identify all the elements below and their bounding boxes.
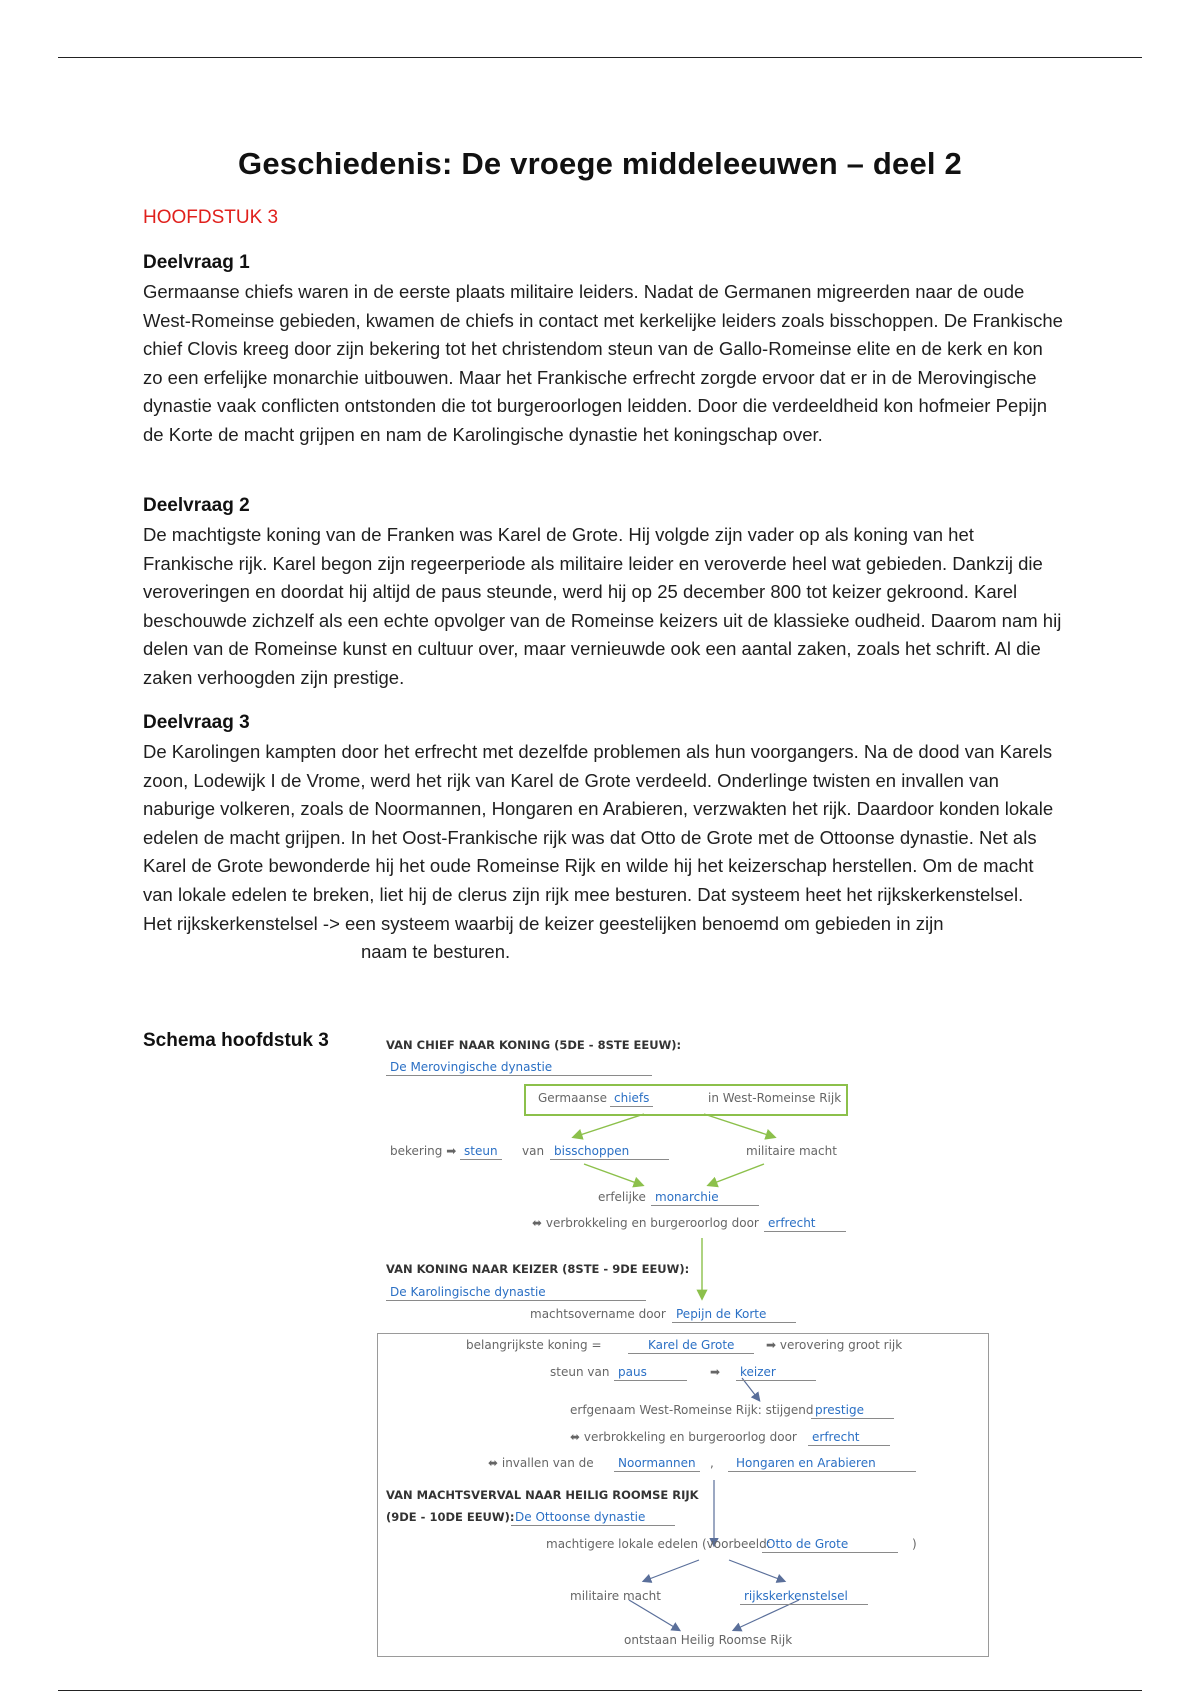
fill-hongaren: Hongaren en Arabieren (728, 1456, 916, 1472)
box-text-pre: Germaanse (538, 1091, 608, 1105)
machtigere-label: machtigere lokale edelen (voorbeeld: (546, 1537, 771, 1551)
top-rule (58, 57, 1142, 58)
bekering-label: bekering ➡ (390, 1144, 457, 1158)
fill-monarchie: monarchie (651, 1190, 759, 1206)
definition-term: Het rijkskerkenstelsel -> een systeem waarbij de keizer geestelijken benoemd om gebieden in zijn (143, 912, 944, 934)
militaire-macht-label: militaire macht (746, 1144, 837, 1158)
fill-pepijn: Pepijn de Korte (672, 1307, 796, 1323)
section-deelvraag-3 (143, 712, 1063, 967)
erfelijke-label: erfelijke (598, 1190, 646, 1204)
definition-continuation: naam te besturen. (361, 941, 511, 963)
verbrokkeling-label-2: ⬌ verbrokkeling en burgeroorlog door (570, 1430, 797, 1444)
fill-otto: Otto de Grote (762, 1537, 898, 1553)
section-text: Germaanse chiefs waren in de eerste plaats militaire leiders. Nadat de Germanen migreerden naar de oude West-Romeinse gebieden, kwamen de chiefs in contact met kerkelijke leiders zoals bisschoppen. De Frankische chief Clovis kreeg door zijn bekering tot het christendom steun van de Gallo-Romeinse elite en de kerk en kon zo een erfelijke monarchie uitbouwen. Maar het Frankische erfrecht zorgde ervoor dat er in de Merovingische dynastie vaak conflicten ontstonden die tot burgeroorlogen leidden. Door die verdeeldheid kon hofmeier Pepijn de Korte de macht grijpen en nam de Karolingische dynastie het koningschap over. (143, 281, 1063, 445)
schema-heading-3a: VAN MACHTSVERVAL NAAR HEILIG ROOMSE RIJK (386, 1488, 699, 1502)
section-text: De Karolingen kampten door het erfrecht met dezelfde problemen als hun voorgangers. Na de dood van Karels zoon, Lodewijk I de Vrome, werd het rijk van Karel de Grote verdeeld. Onderlinge twisten en invallen van naburige volkeren, zoals de Noormannen, Hongaren en Arabieren, verzwakten het rijk. Daardoor konden lokale edelen de macht grijpen. In het Oost-Frankische rijk was dat Otto de Grote met de Ottoonse dynastie. Net als Karel de Grote bewonderde hij het oude Romeinse Rijk en wilde hij het keizerschap herstellen. Om de macht van lokale edelen te breken, liet hij de clerus zijn rijk mee besturen. Dat systeem heet het rijkskerkenstelsel. (143, 741, 1054, 905)
arrow (704, 1114, 774, 1137)
comma-label: , (710, 1456, 714, 1470)
section-deelvraag-2 (143, 495, 1063, 693)
verovering-label: ➡ verovering groot rijk (766, 1338, 903, 1352)
dynasty-label-2: De Karolingische dynastie (386, 1285, 646, 1301)
fill-erfrecht-1: erfrecht (764, 1216, 846, 1232)
schema-label: Schema hoofdstuk 3 (143, 1030, 329, 1051)
steun-van-label: steun van (550, 1365, 610, 1379)
militaire-macht-label-2: militaire macht (570, 1589, 661, 1603)
section-text: De machtigste koning van de Franken was Karel de Grote. Hij volgde zijn vader op als koning van het Frankische rijk. Karel begon zijn regeerperiode als militaire leider en veroverde heel wat gebieden. Dankzij die veroveringen en doordat hij altijd de paus steunde, werd hij op 25 december 800 tot keizer gekroond. Karel beschouwde zichzelf als een echte opvolger van de Romeinse keizers uit de klassieke oudheid. Daarom nam hij delen van de Romeinse kunst en cultuur over, maar vernieuwde ook een aantal zaken, zoals het schrift. Al die zaken verhoogden zijn prestige. (143, 524, 1062, 688)
machtsovername-label: machtsovername door (530, 1307, 666, 1321)
fill-prestige: prestige (811, 1403, 894, 1419)
arrow (584, 1164, 642, 1185)
section-deelvraag-1 (143, 252, 1063, 450)
fill-erfrecht-2: erfrecht (808, 1430, 890, 1446)
definition (143, 910, 1063, 967)
fill-bisschoppen: bisschoppen (550, 1144, 669, 1160)
fill-rijkskerkenstelsel: rijkskerkenstelsel (740, 1589, 868, 1605)
fill-steun: steun (460, 1144, 502, 1160)
bottom-rule (58, 1690, 1142, 1691)
arrow (574, 1114, 644, 1137)
invallen-label: ⬌ invallen van de (488, 1456, 594, 1470)
fill-karel: Karel de Grote (628, 1338, 754, 1354)
section-heading: Deelvraag 1 (143, 252, 250, 273)
erfgenaam-label: erfgenaam West-Romeinse Rijk: stijgend (570, 1403, 814, 1417)
van-label: van (522, 1144, 545, 1158)
dynasty-label-1: De Merovingische dynastie (386, 1060, 652, 1076)
verbrokkeling-label-1: ⬌ verbrokkeling en burgeroorlog door (532, 1216, 759, 1230)
chapter-heading: HOOFDSTUK 3 (143, 207, 279, 228)
page-title: Geschiedenis: De vroege middeleeuwen – deel 2 (238, 146, 962, 181)
schema-heading-1: VAN CHIEF NAAR KONING (5DE - 8STE EEUW): (386, 1038, 682, 1052)
arrow (709, 1164, 764, 1185)
belangrijkste-label: belangrijkste koning = (466, 1338, 602, 1352)
ontstaan-label: ontstaan Heilig Roomse Rijk (624, 1633, 793, 1647)
fill-paus: paus (614, 1365, 687, 1381)
schema-heading-2: VAN KONING NAAR KEIZER (8STE - 9DE EEUW): (386, 1262, 690, 1276)
fill-keizer: keizer (736, 1365, 816, 1381)
box-fill-chiefs: chiefs (610, 1091, 653, 1107)
paren-label: ) (912, 1537, 917, 1551)
section-heading: Deelvraag 3 (143, 712, 250, 733)
arrow-label: ➡ (710, 1365, 721, 1379)
box-text-post: in West-Romeinse Rijk (708, 1091, 842, 1105)
section-heading: Deelvraag 2 (143, 495, 250, 516)
schema-diagram (374, 1030, 994, 1660)
schema-heading-3b: (9DE - 10DE EEUW): (386, 1510, 515, 1524)
fill-noormannen: Noormannen (614, 1456, 700, 1472)
dynasty-label-3: De Ottoonse dynastie (511, 1510, 675, 1526)
